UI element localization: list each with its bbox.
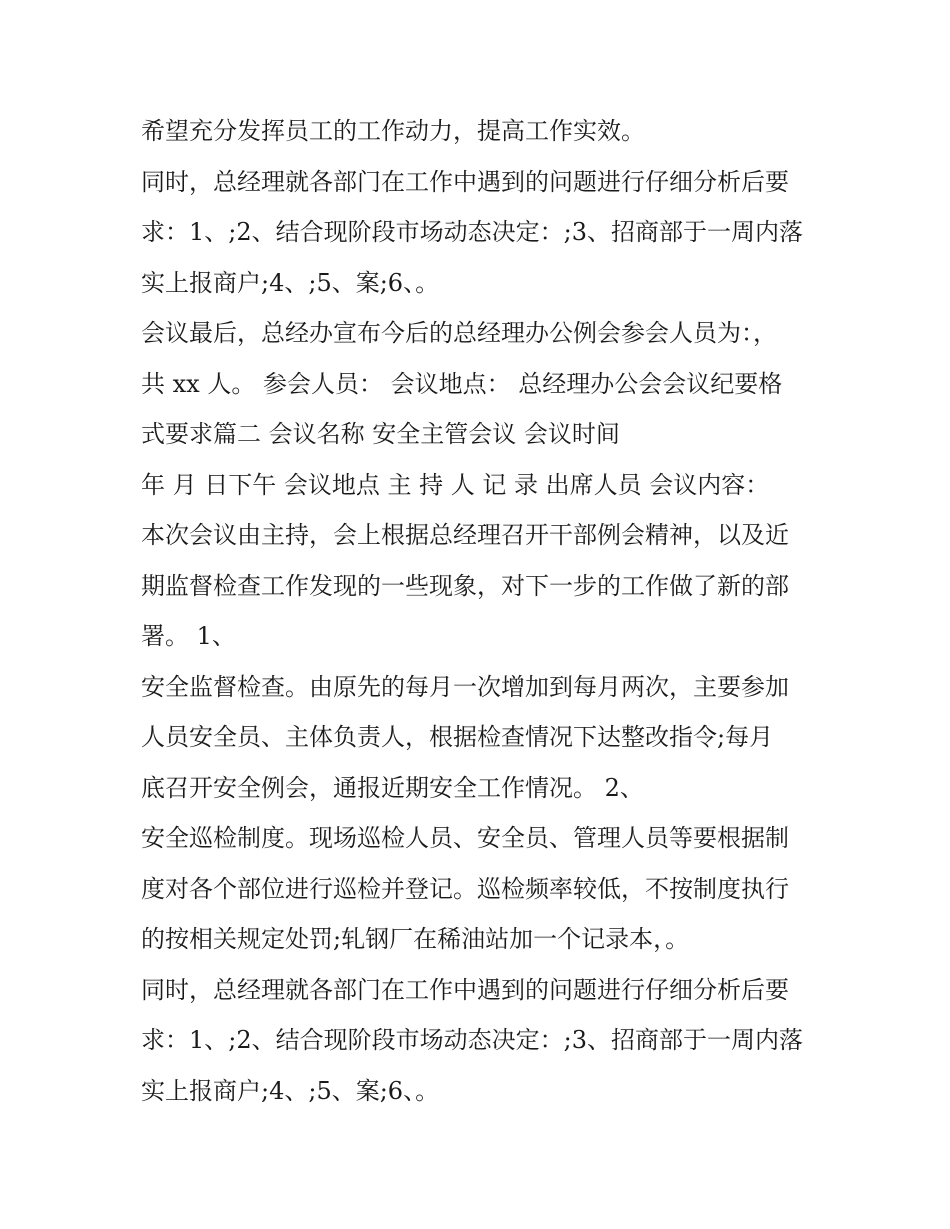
- text-line: 希望充分发挥员工的工作动力，提高工作实效。: [141, 117, 645, 145]
- text-line: 底召开安全例会，通报近期安全工作情况。 2、: [141, 773, 644, 802]
- text-line: 实上报商户;4、;5、案;6、。: [141, 268, 440, 297]
- text-line: 实上报商户;4、;5、案;6、。: [141, 1076, 440, 1105]
- text-line: 式要求篇二 会议名称 安全主管会议 会议时间: [141, 420, 620, 448]
- document-body: [141, 106, 821, 1116]
- text-line: 本次会议由主持，会上根据总经理召开干部例会精神，以及近: [141, 521, 789, 549]
- text-line: 期监督检查工作发现的一些现象，对下一步的工作做了新的部: [141, 571, 789, 600]
- text-line: 会议最后，总经办宣布今后的总经理办公例会参会人员为：，: [141, 319, 777, 347]
- text-line: 求：1、;2、结合现阶段市场动态决定：;3、招商部于一周内落: [141, 1026, 803, 1054]
- text-line: 共 xx 人。 参会人员： 会议地点： 总经理办公会会议纪要格: [141, 369, 783, 398]
- text-line: 署。 1、: [141, 622, 236, 650]
- text-line: 年 月 日下午 会议地点 主 持 人 记 录 出席人员 会议内容：: [141, 470, 770, 499]
- text-line: 人员安全员、主体负责人，根据检查情况下达整改指令;每月: [141, 723, 774, 751]
- text-line: 安全监督检查。由原先的每月一次增加到每月两次，主要参加: [141, 672, 789, 701]
- text-line: 度对各个部位进行巡检并登记。巡检频率较低，不按制度执行: [141, 874, 789, 903]
- text-line: 安全巡检制度。现场巡检人员、安全员、管理人员等要根据制: [141, 824, 789, 852]
- text-line: 求：1、;2、结合现阶段市场动态决定：;3、招商部于一周内落: [141, 218, 803, 246]
- text-line: 同时，总经理就各部门在工作中遇到的问题进行仔细分析后要: [141, 975, 789, 1004]
- text-line: 的按相关规定处罚;轧钢厂在稀油站加一个记录本，。: [141, 925, 690, 953]
- text-line: 同时，总经理就各部门在工作中遇到的问题进行仔细分析后要: [141, 167, 789, 196]
